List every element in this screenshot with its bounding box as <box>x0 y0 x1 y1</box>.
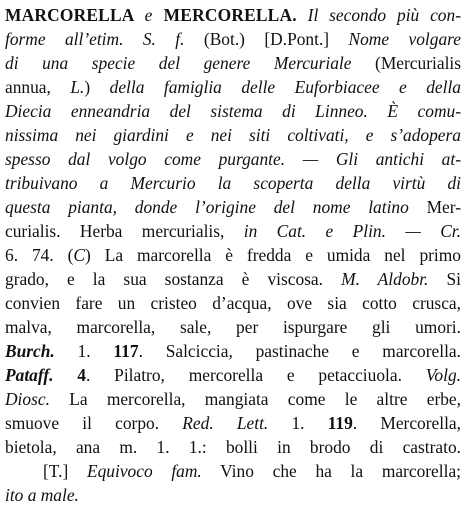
entry-text-segment: smuove il corpo. <box>5 413 183 433</box>
entry-text-segment: nissima nei giardini e nei siti coltivati, e s’adopera <box>5 125 461 145</box>
entry-line <box>5 267 461 291</box>
entry-line <box>5 123 461 147</box>
entry-text-segment: bietola, ana m. 1. 1.: bolli in brodo di castrato. <box>5 437 461 457</box>
entry-text-segment: spesso dal volgo come purgante. — Gli antichi at- <box>5 149 461 169</box>
entry-text-segment: tribuivano a Mercurio la scoperta della virtù di <box>5 173 461 193</box>
entry-text-segment: ito a male. <box>5 485 79 505</box>
entry-text-segment: Red. Lett. <box>182 413 269 433</box>
entry-text-segment: 4 <box>77 365 86 385</box>
entry-line <box>5 195 461 219</box>
entry-text-segment: C <box>73 245 86 265</box>
entry-text-segment: Nome volgare <box>348 29 461 49</box>
headword-variant: MERCORELLA. <box>163 5 297 25</box>
entry-text-segment: Vino che ha la marcorella; <box>201 461 461 481</box>
entry-line <box>5 3 461 27</box>
entry-line <box>5 459 461 483</box>
dictionary-entry <box>5 3 461 507</box>
entry-text-segment: Mercuriale <box>273 53 352 73</box>
entry-text-segment: [T.] <box>43 461 87 481</box>
entry-text-segment: forme all’etim. S. f. <box>5 29 185 49</box>
entry-line <box>5 435 461 459</box>
entry-text-segment: ) <box>84 77 110 97</box>
entry-text-segment: (Mercurialis <box>351 53 461 73</box>
entry-line <box>5 363 461 387</box>
entry-line <box>5 147 461 171</box>
entry-text-segment: Il secondo più con- <box>307 5 461 25</box>
entry-text-segment: Pataff. <box>5 365 54 385</box>
entry-line <box>5 483 461 507</box>
entry-text-segment: (Bot.) [D.Pont.] <box>184 29 349 49</box>
entry-line <box>5 315 461 339</box>
entry-line <box>5 99 461 123</box>
entry-text-segment: Mer- <box>408 197 461 217</box>
entry-text-segment: . Salciccia, pastinache e marcorella. <box>138 341 461 361</box>
entry-text-segment: ) La marcorella è fredda e umida nel primo <box>85 245 461 265</box>
entry-text-segment: Volg. <box>425 365 461 385</box>
entry-text-segment: annua, <box>5 77 71 97</box>
entry-text-segment: Diecia enneandria del sistema di Linneo. È comu- <box>5 101 461 121</box>
entry-text-segment <box>53 365 77 385</box>
entry-text-segment: di una specie del genere <box>5 53 274 73</box>
entry-text-segment: 119 <box>327 413 353 433</box>
entry-text-segment: L. <box>70 77 85 97</box>
entry-line <box>5 291 461 315</box>
entry-body <box>5 27 461 507</box>
entry-line <box>5 411 461 435</box>
entry-text-segment: 1. <box>268 413 328 433</box>
entry-text-segment: . Pilatro, mercorella e petacciuola. <box>86 365 426 385</box>
entry-text-segment: Si <box>428 269 461 289</box>
entry-line <box>5 75 461 99</box>
entry-line <box>5 219 461 243</box>
entry-line <box>5 171 461 195</box>
entry-text-segment: grado, e la sua sostanza è viscosa. <box>5 269 342 289</box>
entry-text-segment: Diosc. <box>5 389 50 409</box>
entry-text-segment: Burch. <box>5 341 55 361</box>
entry-text-segment: malva, marcorella, sale, per ispurgare gli umori. <box>5 317 461 337</box>
headword-conjunction: e <box>144 5 153 25</box>
entry-line <box>5 243 461 267</box>
entry-text-segment: . Mercorella, <box>352 413 461 433</box>
entry-text-segment: della famiglia delle Euforbiacee e della <box>109 77 461 97</box>
headword-main: MARCORELLA <box>5 5 134 25</box>
entry-text-segment: Equivoco fam. <box>86 461 202 481</box>
entry-text-segment: in Cat. e Plin. — Cr. <box>243 221 461 241</box>
headword <box>5 5 297 25</box>
entry-text-segment: curialis. Herba mercurialis, <box>5 221 244 241</box>
entry-line <box>5 51 461 75</box>
entry-text-segment: La mercorella, mangiata come le altre erbe, <box>49 389 461 409</box>
entry-text-segment: 6. 74. ( <box>5 245 74 265</box>
entry-text-segment: questa pianta, donde l’origine del nome latino <box>5 197 409 217</box>
entry-line <box>5 27 461 51</box>
entry-text-segment: M. Aldobr. <box>341 269 429 289</box>
entry-text-segment: 1. <box>54 341 114 361</box>
entry-text-segment: 117 <box>113 341 139 361</box>
entry-text-segment: convien fare un cristeo d’acqua, ove sia cotto crusca, <box>5 293 461 313</box>
entry-line <box>5 339 461 363</box>
entry-line <box>5 387 461 411</box>
